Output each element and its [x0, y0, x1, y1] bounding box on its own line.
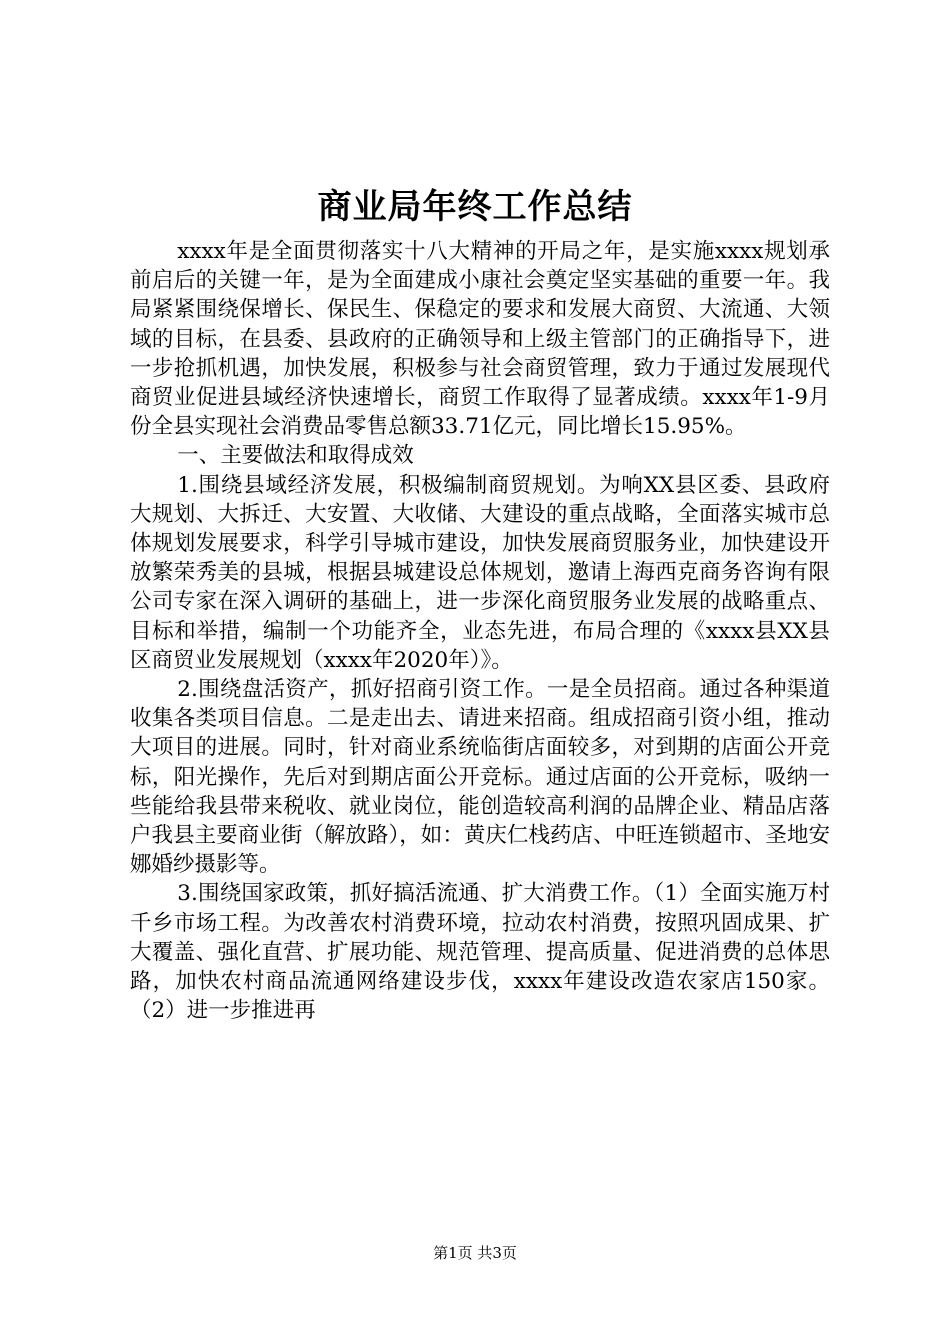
- document-body: [130, 237, 830, 1025]
- intro-paragraph: xxxx年是全面贯彻落实十八大精神的开局之年，是实施xxxx规划承前启后的关键一年，是为全面建成小康社会奠定坚实基础的重要一年。我局紧紧围绕保增长、保民生、保稳定的要求和发展大商贸、大流通、大领域的目标，在县委、县政府的正确领导和上级主管部门的正确指导下，进一步抢抓机遇，加快发展，积极参与社会商贸管理，致力于通过发展现代商贸业促进县域经济快速增长，商贸工作取得了显著成绩。xxxx年1-9月份全县实现社会消费品零售总额33.71亿元，同比增长15.95%。: [130, 239, 830, 440]
- item-2-paragraph: 2.围绕盘活资产，抓好招商引资工作。一是全员招商。通过各种渠道收集各类项目信息。二是走出去、请进来招商。组成招商引资小组，推动大项目的进展。同时，针对商业系统临街店面较多，对到期的店面公开竞标，阳光操作，先后对到期店面公开竞标。通过店面的公开竞标，吸纳一些能给我县带来税收、就业岗位，能创造较高利润的品牌企业、精品店落户我县主要商业街（解放路），如：黄庆仁栈药店、中旺连锁超市、圣地安娜婚纱摄影等。: [130, 677, 830, 878]
- document-title: 商业局年终工作总结: [317, 187, 633, 227]
- item-3-paragraph: 3.围绕国家政策，抓好搞活流通、扩大消费工作。（1）全面实施万村千乡市场工程。为改善农村消费环境，拉动农村消费，按照巩固成果、扩大覆盖、强化直营、扩展功能、规范管理、提高质量、促进消费的总体思路，加快农村商品流通网络建设步伐，xxxx年建设改造农家店150家。（2）进一步推进再: [130, 881, 830, 1024]
- section-heading: 一、主要做法和取得成效: [177, 443, 414, 469]
- item-1-paragraph: 1.围绕县域经济发展，积极编制商贸规划。为响XX县区委、县政府大规划、大拆迁、大安置、大收储、大建设的重点战略，全面落实城市总体规划发展要求，科学引导城市建设，加快发展商贸服务业，加快建设开放繁荣秀美的县城，根据县城建设总体规划，邀请上海西克商务咨询有限公司专家在深入调研的基础上，进一步深化商贸服务业发展的战略重点、目标和举措，编制一个功能齐全，业态先进，布局合理的《xxxx县XX县区商贸业发展规划（xxxx年2020年）》。: [130, 472, 830, 673]
- page-footer: 第1页 共3页: [433, 1244, 517, 1262]
